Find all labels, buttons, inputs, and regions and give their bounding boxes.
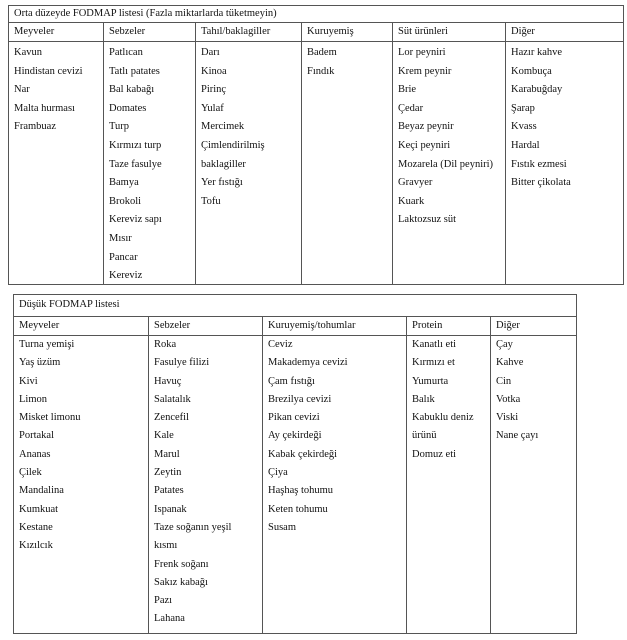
list-item: Votka [496,393,521,405]
moderate-item-list-meyveler [9,44,103,137]
list-item: Fasulye filizi [154,357,210,369]
list-item: Bitter çikolata [511,177,571,189]
low-header-protein: Protein [412,320,443,331]
list-item: Kereviz [109,270,143,282]
list-item: ürünü [412,430,437,442]
moderate-item-list-sut-urunleri [393,44,505,230]
low-column-sebzeler [148,317,262,633]
low-item-list-meyveler [14,336,148,556]
moderate-header-sebzeler: Sebzeler [109,26,146,37]
list-item: Keçi peyniri [398,139,451,151]
list-item: Şarap [511,102,535,114]
list-item: Brokoli [109,195,142,207]
list-item: Keten tohumu [268,503,328,515]
list-item: Havuç [154,375,182,387]
list-item: Patates [154,485,184,497]
list-item: Kestane [19,521,53,533]
low-column-kuruyemis-tohumlar [262,317,406,633]
list-item: Turna yemişi [19,339,75,350]
list-item: Yaş üzüm [19,357,61,369]
list-item: Lahana [154,613,185,625]
list-item: Gravyer [398,177,433,189]
list-item: Pirinç [201,84,227,96]
list-item: Badem [307,47,337,58]
list-item: Sakız kabağı [154,576,208,588]
list-item: Domuz eti [412,448,457,460]
list-item: Roka [154,339,177,350]
low-header-diger: Diğer [496,320,520,331]
list-item: Çedar [398,102,424,114]
list-item: Hindistan cevizi [14,65,83,77]
list-item: Limon [19,393,47,405]
moderate-item-list-kuruyemis [302,44,392,81]
list-item: Cin [496,375,512,387]
list-item: Çilek [19,467,42,479]
low-column-diger [490,317,576,633]
list-item: Kale [154,430,174,442]
list-item: Haşhaş tohumu [268,485,334,497]
list-item: Mozarela (Dil peyniri) [398,158,494,170]
list-item: Frenk soğanı [154,558,209,570]
list-item: Çiya [268,467,288,479]
list-item: Viski [496,412,519,424]
moderate-fodmap-table [8,5,624,285]
list-item: Kavun [14,47,42,58]
list-item: Kinoa [201,65,227,77]
moderate-item-list-tahil-baklagiller [196,44,301,211]
list-item: Mandalina [19,485,64,497]
list-item: Marul [154,448,180,460]
list-item: Karabuğday [511,84,563,96]
moderate-column-sut-urunleri [392,23,505,285]
list-item: Çam fıstığı [268,375,315,387]
list-item: Lor peyniri [398,47,446,58]
list-item: Ay çekirdeği [268,430,322,442]
list-item: Taze soğanın yeşil [154,521,232,533]
moderate-header-kuruyemis: Kuruyemiş [307,26,354,37]
list-item: Kumkuat [19,503,59,515]
list-item: Pancar [109,251,138,263]
list-item: Kanatlı eti [412,339,457,350]
list-item: Laktozsuz süt [398,214,457,226]
list-item: Kivi [19,375,38,387]
list-item: Kombuça [511,65,552,77]
list-item: Pikan cevizi [268,412,320,424]
low-item-list-diger [491,336,576,446]
moderate-column-diger [505,23,623,285]
list-item: Kırmızı et [412,357,455,369]
list-item: Nane çayı [496,430,539,442]
list-item: kısmı [154,540,178,552]
list-item: Darı [201,47,220,58]
list-item: Kabak çekirdeği [268,448,338,460]
list-item: Yer fıstığı [201,177,243,189]
list-item: Çimlendirilmiş [201,139,265,151]
list-item: Zeytin [154,467,182,479]
list-item: Nar [14,84,30,96]
moderate-column-sebzeler [103,23,195,285]
list-item: Hardal [511,139,540,151]
list-item: Ceviz [268,339,293,350]
moderate-item-list-sebzeler [104,44,195,286]
list-item: Salatalık [154,393,191,405]
list-item: Malta hurması [14,102,75,114]
list-item: Brie [398,84,417,96]
list-item: Zencefil [154,412,189,424]
list-item: Krem peynir [398,65,452,77]
low-item-list-protein [407,336,490,464]
list-item: Balık [412,393,435,405]
list-item: Ispanak [154,503,187,515]
low-item-list-kuruyemis-tohumlar [263,336,406,537]
list-item: Pazı [154,595,173,607]
low-fodmap-table [13,294,577,634]
moderate-column-meyveler [9,23,103,285]
list-item: Turp [109,121,130,133]
list-item: Susam [268,521,297,533]
low-column-protein [406,317,490,633]
low-column-meyveler [14,317,148,633]
moderate-header-sut-urunleri: Süt ürünleri [398,26,448,37]
moderate-item-list-diger [506,44,623,193]
list-item: Ananas [19,448,51,460]
list-item: Tofu [201,195,221,207]
list-item: Mısır [109,232,132,244]
list-item: Domates [109,102,147,114]
list-item: Portakal [19,430,54,442]
list-item: Hazır kahve [511,47,563,58]
list-item: Misket limonu [19,412,81,424]
list-item: Bal kabağı [109,84,155,96]
low-item-list-sebzeler [149,336,262,629]
list-item: Kabuklu deniz [412,412,474,424]
moderate-header-meyveler: Meyveler [14,26,55,37]
list-item: Patlıcan [109,47,143,58]
list-item: Yumurta [412,375,449,387]
list-item: baklagiller [201,158,246,170]
list-item: Tatlı patates [109,65,160,77]
list-item: Bamya [109,177,139,189]
list-item: Frambuaz [14,121,56,133]
list-item: Brezilya cevizi [268,393,332,405]
list-item: Kırmızı turp [109,139,162,151]
list-item: Mercimek [201,121,245,133]
low-header-meyveler: Meyveler [19,320,60,331]
list-item: Çay [496,339,513,350]
list-item: Fıstık ezmesi [511,158,567,170]
moderate-fodmap-title: Orta düzeyde FODMAP listesi (Fazla miktarlarda tüketmeyin) [9,6,623,23]
low-header-kuruyemis-tohumlar: Kuruyemiş/tohumlar [268,320,356,331]
list-item: Kereviz sapı [109,214,162,226]
list-item: Makademya cevizi [268,357,348,369]
moderate-column-tahil-baklagiller [195,23,301,285]
list-item: Taze fasulye [109,158,162,170]
moderate-header-diger: Diğer [511,26,535,37]
list-item: Kahve [496,357,524,369]
list-item: Beyaz peynir [398,121,454,133]
low-fodmap-title: Düşük FODMAP listesi [14,295,576,317]
moderate-column-kuruyemis [301,23,392,285]
list-item: Kvass [511,121,537,133]
low-header-sebzeler: Sebzeler [154,320,191,331]
list-item: Kuark [398,195,425,207]
moderate-header-tahil-baklagiller: Tahıl/baklagiller [201,26,271,37]
list-item: Kızılcık [19,540,53,552]
list-item: Yulaf [201,102,224,114]
list-item: Fındık [307,65,335,77]
